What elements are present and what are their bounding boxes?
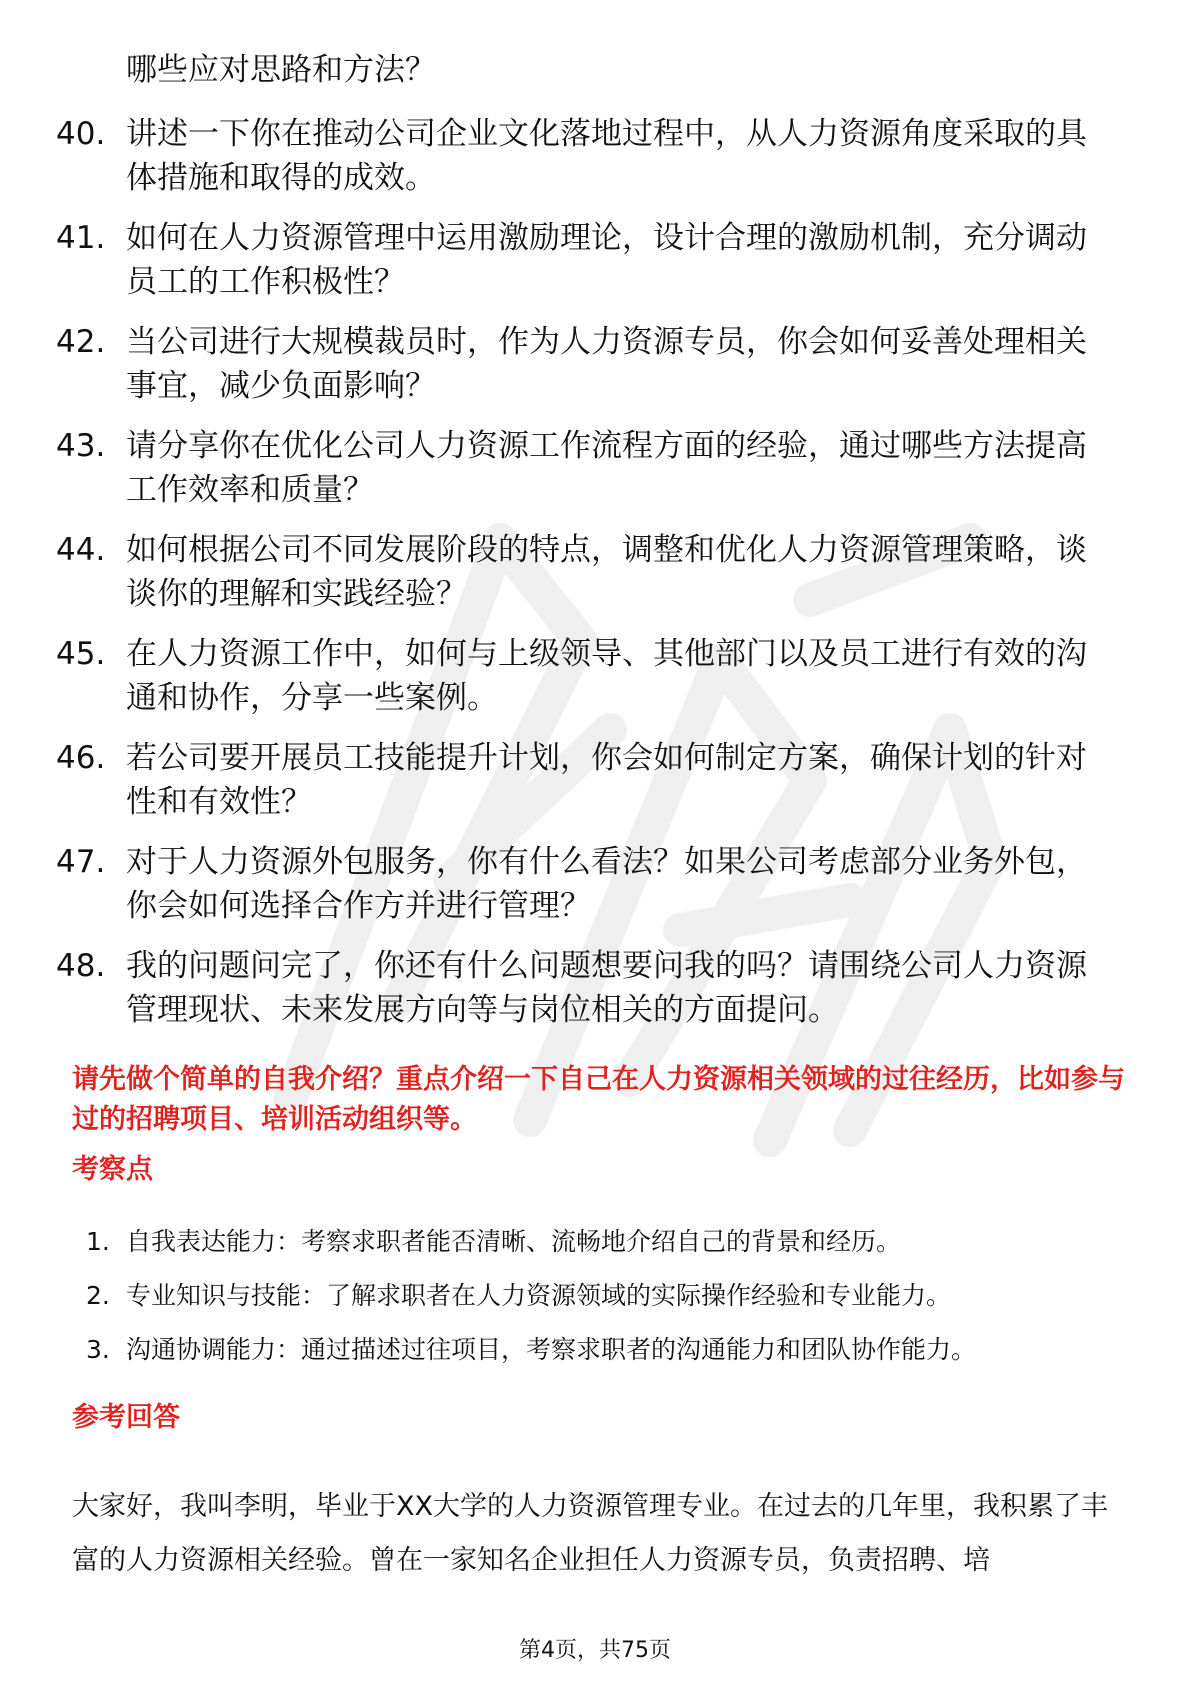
point-text: 沟通协调能力：通过描述过往项目，考察求职者的沟通能力和团队协作能力。 [126,1335,977,1364]
question-item [0,736,1116,824]
question-number: 48. [56,948,106,984]
question-text: 讲述一下你在推动公司企业文化落地过程中，从人力资源角度采取的具体措施和取得的成效。 [126,116,1087,196]
point-item [0,1224,1190,1278]
question-list [0,112,1190,1048]
question-number: 43. [56,428,106,464]
question-item [0,424,1116,512]
question-item [0,632,1116,720]
question-continuation: 哪些应对思路和方法？ [126,52,436,88]
question-text: 我的问题问完了，你还有什么问题想要问我的吗？请围绕公司人力资源管理现状、未来发展方向等与岗位相关的方面提问。 [126,948,1087,1028]
answer-paragraph: 大家好，我叫李明，毕业于XX大学的人力资源管理专业。在过去的几年里，我积累了丰富的人力资源相关经验。曾在一家知名企业担任人力资源专员，负责招聘、培 [72,1491,1108,1576]
point-number: 2. [86,1281,110,1310]
question-number: 45. [56,636,106,672]
point-item [0,1332,1190,1386]
page-footer: 第4页，共75页 [519,1638,671,1663]
question-text: 请分享你在优化公司人力资源工作流程方面的经验，通过哪些方法提高工作效率和质量？ [126,428,1087,508]
question-text: 如何在人力资源管理中运用激励理论，设计合理的激励机制，充分调动员工的工作积极性？ [126,220,1087,300]
point-text: 专业知识与技能：了解求职者在人力资源领域的实际操作经验和专业能力。 [126,1281,952,1310]
question-text: 当公司进行大规模裁员时，作为人力资源专员，你会如何妥善处理相关事宜，减少负面影响？ [126,324,1087,404]
point-number: 3. [86,1335,110,1364]
points-list [0,1224,1190,1386]
question-number: 42. [56,324,106,360]
question-number: 40. [56,116,106,152]
question-item [0,216,1116,304]
question-text: 若公司要开展员工技能提升计划，你会如何制定方案，确保计划的针对性和有效性？ [126,740,1087,820]
point-number: 1. [86,1227,110,1256]
answer-section-title: 参考回答 [72,1402,180,1433]
question-item [0,528,1116,616]
question-number: 41. [56,220,106,256]
question-text: 对于人力资源外包服务，你有什么看法？如果公司考虑部分业务外包，你会如何选择合作方并进行管理？ [126,844,1087,924]
question-item [0,944,1116,1032]
detail-question-heading: 请先做个简单的自我介绍？重点介绍一下自己在人力资源相关领域的过往经历，比如参与过的招聘项目、培训活动组织等。 [72,1064,1125,1135]
point-item [0,1278,1190,1332]
question-text: 在人力资源工作中，如何与上级领导、其他部门以及员工进行有效的沟通和协作，分享一些案例。 [126,636,1087,716]
question-number: 47. [56,844,106,880]
question-text: 如何根据公司不同发展阶段的特点，调整和优化人力资源管理策略，谈谈你的理解和实践经验？ [126,532,1087,612]
question-item [0,840,1116,928]
point-text: 自我表达能力：考察求职者能否清晰、流畅地介绍自己的背景和经历。 [126,1227,902,1256]
points-section-title: 考察点 [72,1154,153,1185]
question-number: 46. [56,740,106,776]
question-item [0,112,1116,200]
question-number: 44. [56,532,106,568]
question-item [0,320,1116,408]
